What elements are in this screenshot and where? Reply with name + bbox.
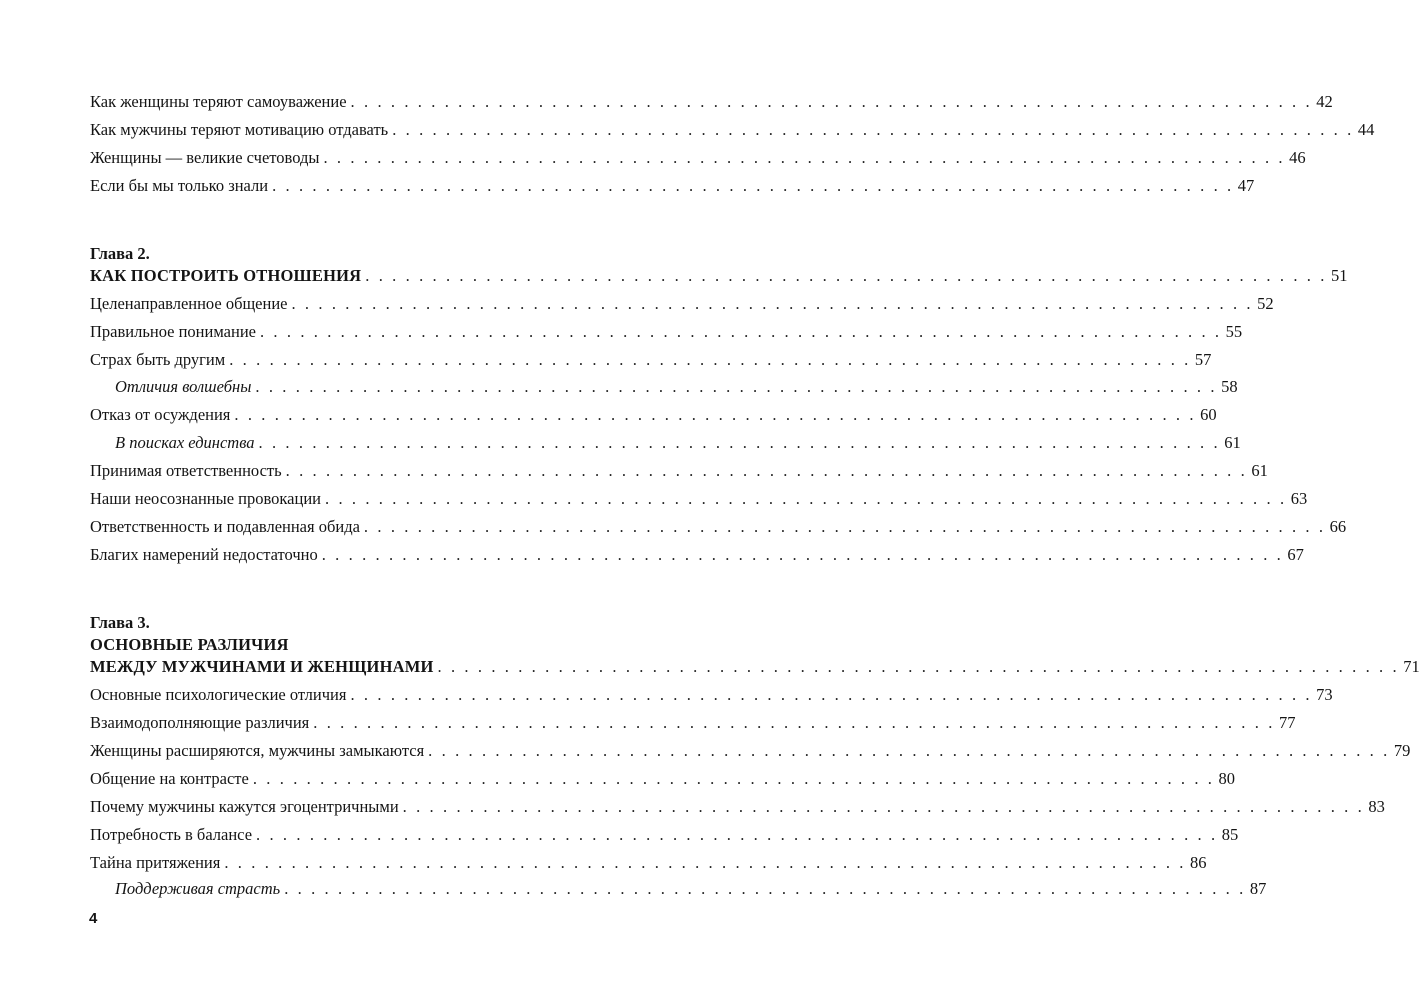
toc-entry-page: 77 (1278, 713, 1296, 732)
toc-subentry-title: Отличия волшебны (115, 377, 252, 396)
dot-leader: . . . . . . . . . . . . . . . . . . . . . . . . . . . . . . . . . . . . . . . . . . . . . . . . . . . . . . . . . . . . . . . . . . . . . . . . (291, 294, 1254, 313)
toc-entry[interactable] (90, 713, 1296, 733)
dot-leader: . . . . . . . . . . . . . . . . . . . . . . . . . . . . . . . . . . . . . . . . . . . . . . . . . . . . . . . . . . . . . . . . . . . . . . . . (392, 120, 1354, 139)
toc-entry-page: 46 (1289, 148, 1306, 167)
chapter-page: 71 (1403, 657, 1420, 676)
toc-entry[interactable] (90, 517, 1347, 537)
toc-entry[interactable] (90, 545, 1304, 565)
toc-entry-page: 57 (1194, 350, 1212, 369)
toc-entry-title: Целенаправленное общение (90, 294, 288, 313)
dot-leader: . . . . . . . . . . . . . . . . . . . . . . . . . . . . . . . . . . . . . . . . . . . . . . . . . . . . . . . . . . . . . . . . . . . . . . . . (350, 92, 1313, 111)
dot-leader: . . . . . . . . . . . . . . . . . . . . . . . . . . . . . . . . . . . . . . . . . . . . . . . . . . . . . . . . . . . . . . . . . . . . . . . . (285, 461, 1248, 480)
toc-entry-title: Наши неосознанные провокации (90, 489, 321, 508)
toc-entry[interactable] (90, 350, 1212, 370)
toc-entry-title: Женщины — великие счетоводы (90, 148, 320, 167)
toc-entry[interactable] (90, 461, 1268, 481)
chapter-title-entry[interactable] (90, 657, 1420, 677)
toc-entry-title: Ответственность и подавленная обида (90, 517, 360, 536)
toc-entry[interactable] (90, 769, 1236, 789)
toc-subentry-title: В поисках единства (115, 433, 255, 452)
chapter-title-entry[interactable] (90, 266, 1348, 286)
toc-entry-title: Как мужчины теряют мотивацию отдавать (90, 120, 389, 139)
dot-leader: . . . . . . . . . . . . . . . . . . . . . . . . . . . . . . . . . . . . . . . . . . . . . . . . . . . . . . . . . . . . . . . . . . . . . . . . (259, 322, 1222, 341)
toc-entry[interactable] (90, 322, 1243, 342)
toc-entry-title: Тайна притяжения (90, 853, 221, 872)
toc-entry[interactable] (90, 853, 1207, 873)
toc-entry-page: 44 (1357, 120, 1375, 139)
dot-leader: . . . . . . . . . . . . . . . . . . . . . . . . . . . . . . . . . . . . . . . . . . . . . . . . . . . . . . . . . . . . . . . . . . . . . . . . (258, 433, 1221, 452)
toc-entry[interactable] (90, 825, 1239, 845)
toc-entry-title: Общение на контрасте (90, 769, 249, 788)
toc-entry-page: 85 (1221, 825, 1239, 844)
toc-entry-title: Правильное понимание (90, 322, 256, 341)
dot-leader: . . . . . . . . . . . . . . . . . . . . . . . . . . . . . . . . . . . . . . . . . . . . . . . . . . . . . . . . . . . . . . . . . . . . . . . . (224, 853, 1187, 872)
toc-entry-title: Если бы мы только знали (90, 176, 269, 195)
toc-entry-title: Отказ от осуждения (90, 405, 231, 424)
chapter-title: МЕЖДУ МУЖЧИНАМИ И ЖЕНЩИНАМИ (90, 657, 434, 676)
dot-leader: . . . . . . . . . . . . . . . . . . . . . . . . . . . . . . . . . . . . . . . . . . . . . . . . . . . . . . . . . . . . . . . . . . . . . . . . (428, 741, 1390, 760)
toc-entry[interactable] (90, 489, 1308, 509)
toc-entry-page: 47 (1237, 176, 1255, 195)
toc-entry[interactable] (90, 405, 1217, 425)
toc-entry-title: Благих намерений недостаточно (90, 545, 318, 564)
dot-leader: . . . . . . . . . . . . . . . . . . . . . . . . . . . . . . . . . . . . . . . . . . . . . . . . . . . . . . . . . . . . . . . . . . . . . . . . (325, 489, 1287, 508)
toc-entry[interactable] (90, 176, 1255, 196)
toc-entry-title: Основные психологические отличия (90, 685, 347, 704)
toc-entry-title: Принимая ответственность (90, 461, 282, 480)
toc-entry-page: 67 (1287, 545, 1304, 564)
dot-leader: . . . . . . . . . . . . . . . . . . . . . . . . . . . . . . . . . . . . . . . . . . . . . . . . . . . . . . . . . . . . . . . . . . . . . . . . (284, 879, 1246, 898)
toc-entry-page: 52 (1257, 294, 1274, 313)
toc-entry-page: 60 (1200, 405, 1217, 424)
dot-leader: . . . . . . . . . . . . . . . . . . . . . . . . . . . . . . . . . . . . . . . . . . . . . . . . . . . . . . . . . . . . . . . . . . . . . . . . (365, 266, 1327, 285)
dot-leader: . . . . . . . . . . . . . . . . . . . . . . . . . . . . . . . . . . . . . . . . . . . . . . . . . . . . . . . . . . . . . . . . . . . . . . . . (252, 769, 1215, 788)
toc-entry-page: 61 (1251, 461, 1268, 480)
toc-entry[interactable] (90, 92, 1333, 112)
dot-leader: . . . . . . . . . . . . . . . . . . . . . . . . . . . . . . . . . . . . . . . . . . . . . . . . . . . . . . . . . . . . . . . . . . . . . . . . (402, 797, 1365, 816)
toc-entry-page: 80 (1218, 769, 1236, 788)
toc-entry-page: 66 (1329, 517, 1347, 536)
toc-entry-title: Женщины расширяются, мужчины замыкаются (90, 741, 425, 760)
toc-entry-title: Взаимодополняющие различия (90, 713, 310, 732)
chapter-title: КАК ПОСТРОИТЬ ОТНОШЕНИЯ (90, 266, 362, 285)
toc-entry-page: 79 (1393, 741, 1411, 760)
toc-entry[interactable] (90, 120, 1375, 140)
dot-leader: . . . . . . . . . . . . . . . . . . . . . . . . . . . . . . . . . . . . . . . . . . . . . . . . . . . . . . . . . . . . . . . . . . . . . . . . (229, 350, 1191, 369)
toc-entry[interactable] (90, 685, 1333, 705)
toc-entry-page: 83 (1368, 797, 1385, 816)
chapter-label: Глава 3. (90, 613, 150, 632)
toc-entry-title: Почему мужчины кажутся эгоцентричными (90, 797, 399, 816)
toc-entry-title: Как женщины теряют самоуважение (90, 92, 347, 111)
toc-entry[interactable] (90, 797, 1385, 817)
dot-leader: . . . . . . . . . . . . . . . . . . . . . . . . . . . . . . . . . . . . . . . . . . . . . . . . . . . . . . . . . . . . . . . . . . . . . . . . (255, 377, 1218, 396)
dot-leader: . . . . . . . . . . . . . . . . . . . . . . . . . . . . . . . . . . . . . . . . . . . . . . . . . . . . . . . . . . . . . . . . . . . . . . . . (363, 517, 1326, 536)
toc-entry-page: 73 (1316, 685, 1333, 704)
chapter-label: Глава 2. (90, 244, 150, 263)
toc-entry[interactable] (90, 294, 1274, 314)
toc-subentry[interactable] (90, 433, 1241, 453)
toc-entry[interactable] (90, 148, 1306, 168)
toc-entry-page: 42 (1316, 92, 1333, 111)
toc-entry-title: Страх быть другим (90, 350, 226, 369)
dot-leader: . . . . . . . . . . . . . . . . . . . . . . . . . . . . . . . . . . . . . . . . . . . . . . . . . . . . . . . . . . . . . . . . . . . . . . . . (234, 405, 1197, 424)
chapter-page: 51 (1330, 266, 1348, 285)
toc-entry-title: Потребность в балансе (90, 825, 253, 844)
dot-leader: . . . . . . . . . . . . . . . . . . . . . . . . . . . . . . . . . . . . . . . . . . . . . . . . . . . . . . . . . . . . . . . . . . . . . . . . (272, 176, 1234, 195)
toc-subentry-page: 61 (1224, 433, 1241, 452)
dot-leader: . . . . . . . . . . . . . . . . . . . . . . . . . . . . . . . . . . . . . . . . . . . . . . . . . . . . . . . . . . . . . . . . . . . . . . . . (256, 825, 1218, 844)
dot-leader: . . . . . . . . . . . . . . . . . . . . . . . . . . . . . . . . . . . . . . . . . . . . . . . . . . . . . . . . . . . . . . . . . . . . . . . . (313, 713, 1275, 732)
toc-subentry-page: 58 (1221, 377, 1238, 396)
dot-leader: . . . . . . . . . . . . . . . . . . . . . . . . . . . . . . . . . . . . . . . . . . . . . . . . . . . . . . . . . . . . . . . . . . . . . . . . (350, 685, 1313, 704)
toc-entry-page: 63 (1290, 489, 1308, 508)
toc-subentry-title: Поддерживая страсть (115, 879, 281, 898)
dot-leader: . . . . . . . . . . . . . . . . . . . . . . . . . . . . . . . . . . . . . . . . . . . . . . . . . . . . . . . . . . . . . . . . . . . . . . . . (323, 148, 1286, 167)
dot-leader: . . . . . . . . . . . . . . . . . . . . . . . . . . . . . . . . . . . . . . . . . . . . . . . . . . . . . . . . . . . . . . . . . . . . . . . . (437, 657, 1400, 676)
chapter-title-line: ОСНОВНЫЕ РАЗЛИЧИЯ (90, 635, 289, 654)
toc-entry[interactable] (90, 741, 1411, 761)
toc-subentry[interactable] (90, 377, 1238, 397)
toc-subentry-page: 87 (1249, 879, 1267, 898)
page-number: 4 (89, 910, 98, 927)
toc-subentry[interactable] (90, 879, 1267, 899)
dot-leader: . . . . . . . . . . . . . . . . . . . . . . . . . . . . . . . . . . . . . . . . . . . . . . . . . . . . . . . . . . . . . . . . . . . . . . . . (321, 545, 1284, 564)
toc-entry-page: 86 (1190, 853, 1207, 872)
toc-entry-page: 55 (1225, 322, 1243, 341)
